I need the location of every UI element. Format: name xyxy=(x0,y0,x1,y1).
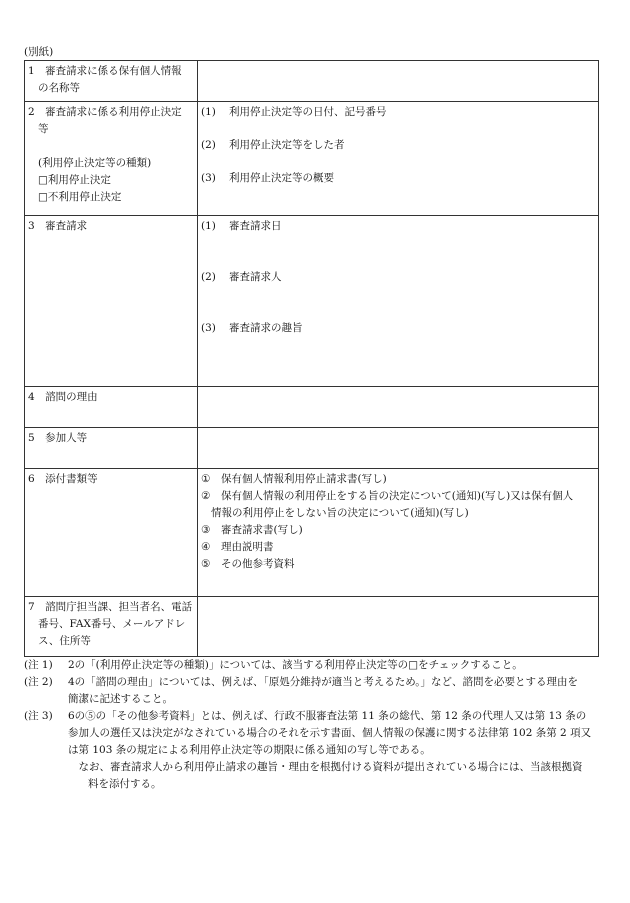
row2-value xyxy=(198,102,599,216)
row1-label-line2: の名称等 xyxy=(38,82,80,94)
item-mark: ⑤ xyxy=(201,558,211,570)
note-line: 6の⑤の「その他参考資料」とは、例えば、行政不服審査法第 11 条の総代、第 12 条の代理人又は第 13 条の xyxy=(68,710,587,722)
row2-item-3 xyxy=(201,170,595,187)
attachment-item-5 xyxy=(201,556,595,573)
item-text: 利用停止決定等をした者 xyxy=(229,139,345,151)
row-contact xyxy=(25,597,599,657)
row4-label xyxy=(25,387,198,428)
item-text: 保有個人情報の利用停止をする旨の決定について(通知)(写し)又は保有個人 xyxy=(221,490,574,502)
item-text: 利用停止決定等の概要 xyxy=(229,172,334,184)
row1-label-line1: 1 審査請求に係る保有個人情報 xyxy=(28,65,182,77)
row3-value xyxy=(198,216,599,387)
item-text: 保有個人情報利用停止請求書(写し) xyxy=(221,473,387,485)
row5-value[interactable] xyxy=(198,428,599,469)
note-line: なお、審査請求人から利用停止請求の趣旨・理由を根拠付ける資料が提出されている場合には、当該根拠資 xyxy=(68,761,583,773)
row6-label-text: 6 添付書類等 xyxy=(28,473,98,485)
item-number: (2) xyxy=(201,271,216,283)
row3-label-text: 3 審査請求 xyxy=(28,220,88,232)
note-id: (注 1) xyxy=(24,659,53,671)
checkbox-suspension-decision[interactable]: □利用停止決定 xyxy=(38,174,111,186)
item-text: 理由説明書 xyxy=(221,541,274,553)
item-mark: ② xyxy=(201,490,211,502)
row-review-request xyxy=(25,216,599,387)
row3-item-1 xyxy=(201,218,595,235)
note-2 xyxy=(24,674,606,708)
referral-form-table xyxy=(24,60,599,657)
note-body xyxy=(68,674,606,708)
item-mark: ③ xyxy=(201,524,211,536)
row2-label-line1: 2 審査請求に係る利用停止決定 xyxy=(28,106,182,118)
row-participants xyxy=(25,428,599,469)
item-text: その他参考資料 xyxy=(221,558,295,570)
row2-label xyxy=(25,102,198,216)
note-line: 2の「(利用停止決定等の種類)」については、該当する利用停止決定等の□をチェックすること。 xyxy=(68,659,523,671)
row-personal-info xyxy=(25,61,599,102)
row2-item-1 xyxy=(201,104,595,121)
row6-value xyxy=(198,469,599,597)
item-number: (3) xyxy=(201,322,216,334)
row7-label-line3: ス、住所等 xyxy=(38,635,91,647)
row7-label-line2: 番号、FAX番号、メールアドレ xyxy=(38,618,186,630)
row7-value[interactable] xyxy=(198,597,599,657)
decision-types-heading: (利用停止決定等の種類) xyxy=(38,157,152,169)
item-number: (1) xyxy=(201,220,216,232)
row2-label-line2: 等 xyxy=(38,123,49,135)
row3-item-2 xyxy=(201,269,595,286)
row5-label xyxy=(25,428,198,469)
row-suspension-decision xyxy=(25,102,599,216)
row-referral-reason xyxy=(25,387,599,428)
note-line: 簡潔に記述すること。 xyxy=(68,693,173,705)
row6-label xyxy=(25,469,198,597)
note-line: 参加人の選任又は決定がなされている場合のそれを示す書面、個人情報の保護に関する法律第 102 条第 2 項又 xyxy=(68,727,592,739)
checkbox-non-suspension-decision[interactable]: □不利用停止決定 xyxy=(38,191,122,203)
item-text: 審査請求人 xyxy=(229,271,282,283)
row7-label-line1: 7 諮問庁担当課、担当者名、電話 xyxy=(28,601,193,613)
attachment-item-3 xyxy=(201,522,595,539)
note-line: 4の「諮問の理由」については、例えば、「原処分維持が適当と考えるため。」など、諮問を必要とする理由を xyxy=(68,676,579,688)
item-mark: ④ xyxy=(201,541,211,553)
row2-item-2 xyxy=(201,137,595,154)
row4-label-text: 4 諮問の理由 xyxy=(28,391,98,403)
row4-value[interactable] xyxy=(198,387,599,428)
row5-label-text: 5 参加人等 xyxy=(28,432,88,444)
row3-item-3 xyxy=(201,320,595,337)
attachment-item-2 xyxy=(201,488,595,505)
note-id: (注 3) xyxy=(24,710,53,722)
note-line: 料を添付する。 xyxy=(88,778,162,790)
row-attachments xyxy=(25,469,599,597)
note-3 xyxy=(24,708,606,793)
item-text: 審査請求日 xyxy=(229,220,282,232)
note-body xyxy=(68,657,606,674)
item-text: 利用停止決定等の日付、記号番号 xyxy=(229,106,387,118)
row1-value[interactable] xyxy=(198,61,599,102)
attachment-item-2-cont: 情報の利用停止をしない旨の決定について(通知)(写し) xyxy=(211,507,469,519)
item-mark: ① xyxy=(201,473,211,485)
item-number: (3) xyxy=(201,172,216,184)
item-number: (1) xyxy=(201,106,216,118)
note-1 xyxy=(24,657,606,674)
item-text: 審査請求の趣旨 xyxy=(229,322,303,334)
item-number: (2) xyxy=(201,139,216,151)
row7-label xyxy=(25,597,198,657)
note-id: (注 2) xyxy=(24,676,53,688)
row1-label xyxy=(25,61,198,102)
row3-label xyxy=(25,216,198,387)
notes-section xyxy=(24,657,606,793)
note-body xyxy=(68,708,606,793)
item-text: 審査請求書(写し) xyxy=(221,524,303,536)
attachment-item-4 xyxy=(201,539,595,556)
attachment-item-1 xyxy=(201,471,595,488)
page-label: (別紙) xyxy=(24,46,54,58)
note-line: は第 103 条の規定による利用停止決定等の期限に係る通知の写し等である。 xyxy=(68,744,431,756)
